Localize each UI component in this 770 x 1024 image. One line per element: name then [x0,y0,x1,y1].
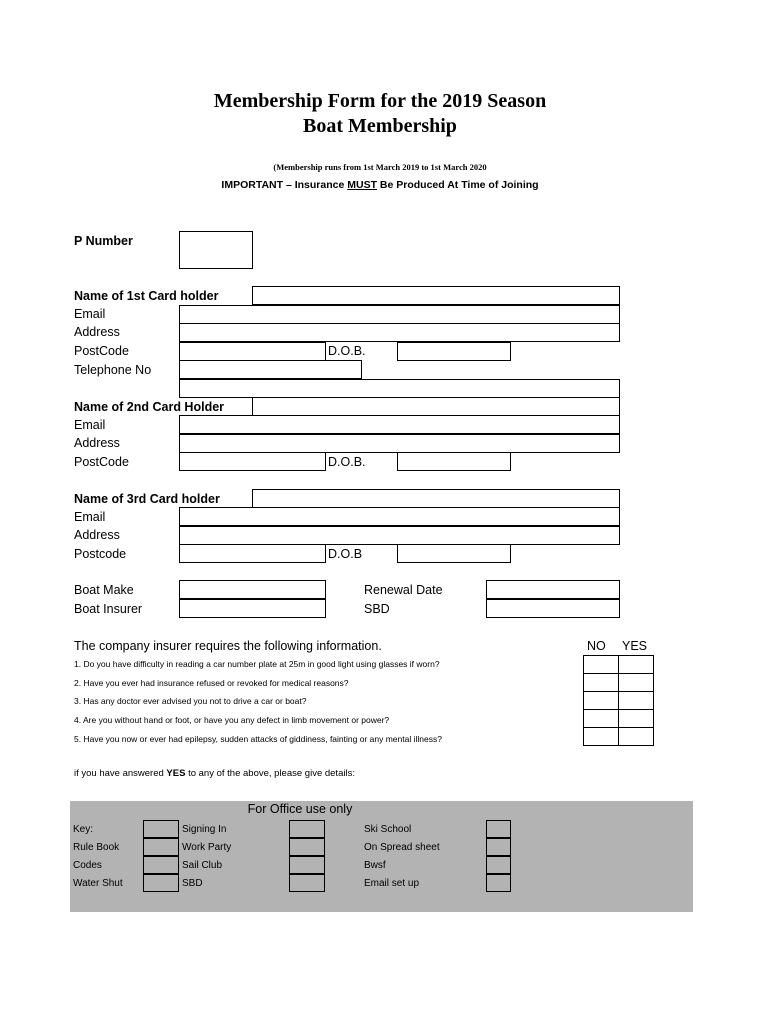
office-key-label: Key: [73,824,94,835]
holder2-address-label: Address [74,436,120,450]
answer-row-3 [584,692,654,710]
boat-make-field[interactable] [179,580,326,599]
office-email-setup-label: Email set up [364,878,420,889]
office-codes-label: Codes [73,860,102,871]
sbd-field[interactable] [486,599,620,618]
holder1-postcode-field[interactable] [179,342,326,361]
question-5: 5. Have you now or ever had epilepsy, sudden attacks of giddiness, fainting or any mental illness? [74,734,442,744]
holder2-name-label: Name of 2nd Card Holder [74,400,225,414]
holder1-telephone-label: Telephone No [74,363,152,377]
office-use-title: For Office use only [247,802,353,816]
question-1: 1. Do you have difficulty in reading a car number plate at 25m in good light using glasses if worn? [74,659,440,669]
office-ski-school-box[interactable] [486,820,511,838]
office-water-shut-box[interactable] [143,874,179,892]
boat-insurer-field[interactable] [179,599,326,618]
holder2-email-field[interactable] [179,415,620,434]
holder1-dob-field[interactable] [397,342,511,361]
office-rule-book-box[interactable] [143,838,179,856]
office-key-box[interactable] [143,820,179,838]
holder1-address-label: Address [74,325,120,339]
office-bwsf-box[interactable] [486,856,511,874]
yes-column-label: YES [622,639,648,653]
answer-4-no[interactable] [584,710,619,728]
answer-row-1 [584,656,654,674]
holder3-dob-field[interactable] [397,544,511,563]
boat-make-label: Boat Make [74,583,134,597]
holder3-postcode-label: Postcode [74,547,127,561]
holder1-extra-field[interactable] [179,379,620,398]
holder3-postcode-field[interactable] [179,544,326,563]
holder2-email-label: Email [74,418,106,432]
answer-3-no[interactable] [584,692,619,710]
office-spread-sheet-label: On Spread sheet [364,842,440,853]
must-emphasis: MUST [347,179,377,191]
office-water-shut-label: Water Shut [73,878,123,889]
answer-1-no[interactable] [584,656,619,674]
answer-4-yes[interactable] [619,710,654,728]
holder2-postcode-field[interactable] [179,452,326,471]
holder2-address-field[interactable] [179,434,620,453]
holder3-email-field[interactable] [179,507,620,526]
holder1-name-field[interactable] [252,286,620,305]
membership-period-note: (Membership runs from 1st March 2019 to 1st March 2020 [273,162,487,172]
p-number-field[interactable] [179,231,253,269]
renewal-date-label: Renewal Date [364,583,443,597]
office-bwsf-label: Bwsf [364,860,386,871]
office-rule-book-label: Rule Book [73,842,120,853]
answer-2-yes[interactable] [619,674,654,692]
insurer-intro: The company insurer requires the following information. [74,639,382,653]
holder2-dob-label: D.O.B. [328,455,366,469]
holder3-name-label: Name of 3rd Card holder [74,492,220,506]
details-instruction: if you have answered YES to any of the above, please give details: [74,768,355,779]
holder1-name-label: Name of 1st Card holder [74,289,219,303]
answer-row-5 [584,728,654,746]
holder2-name-field[interactable] [252,397,620,416]
question-3: 3. Has any doctor ever advised you not to drive a car or boat? [74,696,307,706]
office-ski-school-label: Ski School [364,824,412,835]
office-email-setup-box[interactable] [486,874,511,892]
office-work-party-label: Work Party [182,842,232,853]
answer-row-2 [584,674,654,692]
answer-row-4 [584,710,654,728]
holder2-dob-field[interactable] [397,452,511,471]
holder1-email-field[interactable] [179,305,620,324]
holder1-telephone-field[interactable] [179,360,362,379]
p-number-label: P Number [74,234,133,248]
question-2: 2. Have you ever had insurance refused or revoked for medical reasons? [74,678,349,688]
answer-2-no[interactable] [584,674,619,692]
office-sbd-box[interactable] [289,874,325,892]
answer-grid [583,655,654,746]
office-codes-box[interactable] [143,856,179,874]
important-notice: IMPORTANT – Insurance MUST Be Produced At Time of Joining [221,179,539,191]
answer-3-yes[interactable] [619,692,654,710]
holder1-address-field[interactable] [179,323,620,342]
office-spread-sheet-box[interactable] [486,838,511,856]
answer-5-no[interactable] [584,728,619,746]
holder2-postcode-label: PostCode [74,455,129,469]
office-sail-club-box[interactable] [289,856,325,874]
holder3-address-label: Address [74,528,120,542]
holder3-dob-label: D.O.B [328,547,363,561]
boat-insurer-label: Boat Insurer [74,602,143,616]
answer-1-yes[interactable] [619,656,654,674]
question-4: 4. Are you without hand or foot, or have you any defect in limb movement or power? [74,715,390,725]
office-signing-in-label: Signing In [182,824,227,835]
renewal-date-field[interactable] [486,580,620,599]
holder3-name-field[interactable] [252,489,620,508]
sbd-label: SBD [364,602,390,616]
answer-5-yes[interactable] [619,728,654,746]
holder1-email-label: Email [74,307,106,321]
holder3-email-label: Email [74,510,106,524]
office-work-party-box[interactable] [289,838,325,856]
form-subtitle: Boat Membership [303,115,457,137]
office-signing-in-box[interactable] [289,820,325,838]
form-title: Membership Form for the 2019 Season [213,90,547,112]
office-sail-club-label: Sail Club [182,860,223,871]
office-sbd-label: SBD [182,878,203,889]
holder3-address-field[interactable] [179,526,620,545]
no-column-label: NO [587,639,606,653]
holder1-postcode-label: PostCode [74,344,129,358]
holder1-dob-label: D.O.B. [328,344,366,358]
